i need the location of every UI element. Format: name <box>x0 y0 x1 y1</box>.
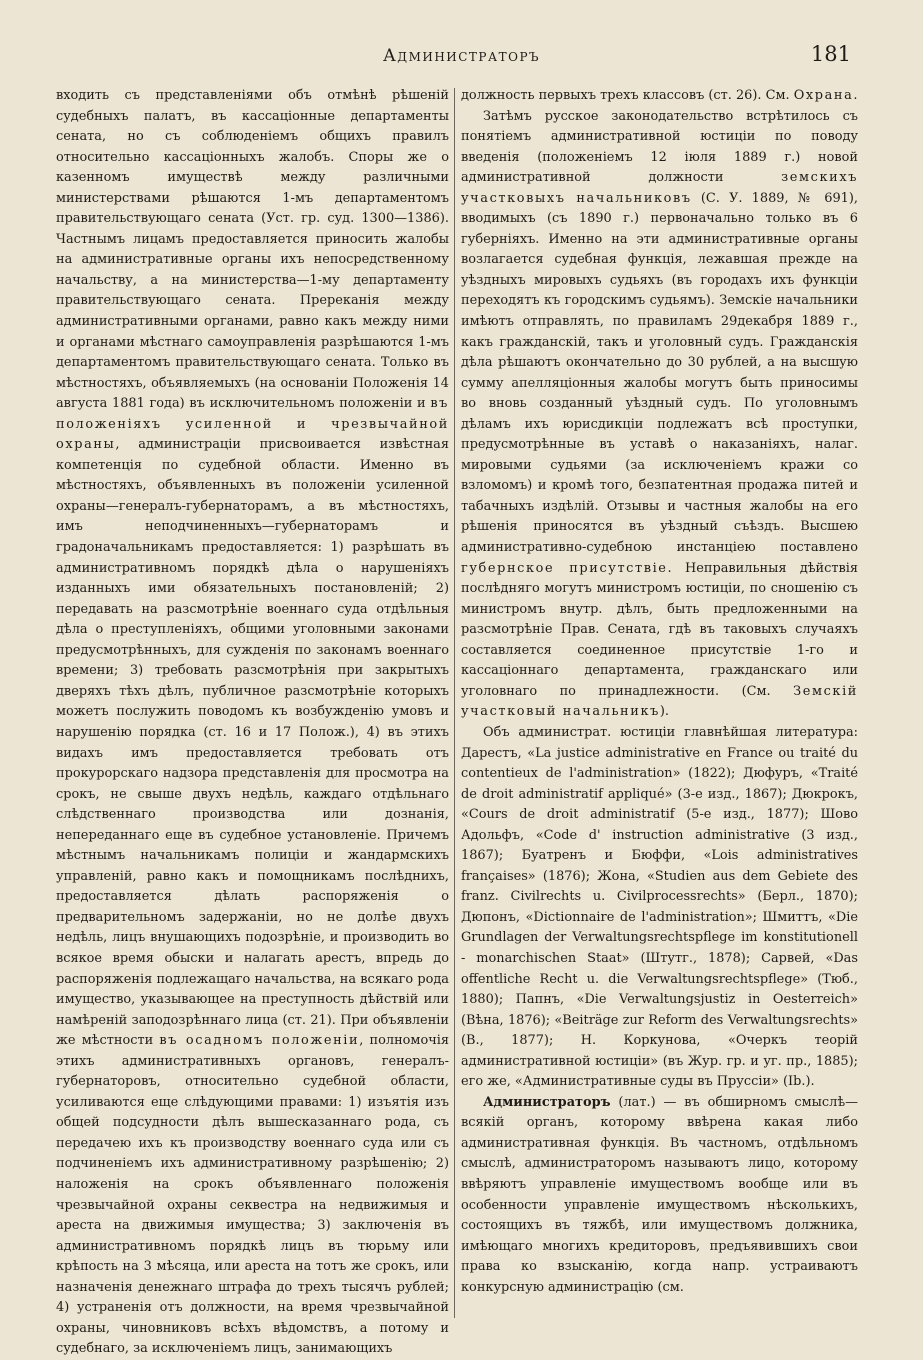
spaced-term: губернское присутствіе <box>461 560 668 576</box>
text-run: Затѣмъ русское законодательство встрѣтилось съ понятіемъ административной юстиціи по поводу введенія (положеніемъ 12 іюля 1889 г.) новой административной должности <box>461 108 858 186</box>
running-title: Администраторъ <box>382 46 541 66</box>
spaced-term: земскихъ участковыхъ начальниковъ <box>461 170 858 206</box>
cross-reference: Охрана <box>793 88 854 103</box>
spaced-term: въ положеніяхъ усиленной и чрезвычайной охраны <box>56 396 449 453</box>
text-run: . <box>853 88 858 103</box>
text-run: . Неправильныя дѣйствія послѣдняго могутъ министромъ юстиціи, по сношенію съ министромъ внутр. дѣлъ, быть предложенными на разсмотрѣніе Прав. Сената, гдѣ въ таковыхъ случаяхъ составляется соединенное присутствіе 1-го и кассаціоннаго департамента, гражданскаго или уголовнаго по принадлежности. (См. <box>461 560 858 699</box>
paragraph <box>461 86 858 107</box>
text-run: , полномочія этихъ административныхъ органовъ, генералъ-губернаторовъ, относительно судебной области, усиливаются еще слѣдующими правами: 1) изъятія изъ общей подсудности дѣлъ вышесказаннаго рода, съ передачею ихъ къ производству военнаго суда или съ подчиненіемъ ихъ административному разрѣшенію; 2) наложенія на срокъ объявленнаго положенія чрезвычайной охраны секвестра на недвижимыя и ареста на движимыя имущества; 3) заключенія въ административномъ порядкѣ лицъ въ тюрьму или крѣпость на 3 мѣсяца, или ареста на тотъ же срокъ, или назначенія денежнаго штрафа до трехъ тысячъ рублей; 4) устраненія отъ должности, на время чрезвычайной охраны, чиновниковъ всѣхъ вѣдомствъ, а потому и судебнаго, за исключеніемъ лицъ, занимающихъ <box>56 1033 449 1357</box>
text-run: (лат.) — въ обширномъ смыслѣ—всякій органъ, которому ввѣрена какая либо административная функція. Въ частномъ, отдѣльномъ смыслѣ, администраторомъ называютъ лицо, которому ввѣряютъ управленіе имуществомъ вообще или въ особенности управленіе имуществомъ нѣсколькихъ, состоящихъ въ тяжбѣ, или имуществомъ должника, имѣющаго многихъ кредиторовъ, предъявившихъ свои права ко взысканію, когда напр. устраиваютъ конкурсную администрацію (см. <box>461 1094 858 1295</box>
text-run: , администраціи присвоивается извѣстная компетенція по судебной области. Именно въ мѣстностяхъ, объявленныхъ въ положеніи усиленной охраны—генералъ-губернаторамъ, а въ мѣстностяхъ, имъ неподчиненныхъ—губернаторамъ и градоначальникамъ предоставляется: 1) разрѣшать въ административномъ порядкѣ дѣла о нарушеніяхъ изданныхъ ими обязательныхъ постановленій; 2) передавать на разсмотрѣніе военнаго суда отдѣльныя дѣла о преступленіяхъ, общими уголовными законами предусмотрѣнныхъ, для сужденія по законамъ военнаго времени; 3) требовать разсмотрѣнія при закрытыхъ дверяхъ тѣхъ дѣлъ, публичное разсмотрѣніе которыхъ можетъ послужить поводомъ къ возбужденію умовъ и нарушенію порядка (ст. 16 и 17 Полож.), 4) въ этихъ видахъ имъ предоставляется требовать отъ прокурорскаго надзора представленія для просмотра на срокъ, не свыше двухъ недѣль, каждаго отдѣльнаго слѣдственнаго производства или дознанія, непереданнаго еще въ судебное установленіе. Причемъ мѣстнымъ начальникамъ полиціи и жандармскихъ управленій, равно какъ и помощникамъ послѣднихъ, предоставляется дѣлать распоряженія о предварительномъ задержаніи, но не долѣе двухъ недѣль, лицъ внушающихъ подозрѣніе, и производить во всякое время обыски и налагать арестъ, впредь до распоряженія подлежащаго начальства, на всякаго рода имущество, указывающее на преступность дѣйствій или намѣреній заподозрѣннаго лица (ст. 21). При объявленіи же мѣстности <box>56 437 449 1049</box>
text-run: (С. У. 1889, № 691), вводимыхъ (съ 1890 г.) первоначально только въ 6 губерніяхъ. Именно на эти административные органы возлагается судебная функція, лежавшая прежде на уѣздныхъ мировыхъ судьяхъ (въ городахъ ихъ функціи переходятъ къ городскимъ судьямъ). Земскіе начальники имѣютъ отправлять, по правиламъ 29декабря 1889 г., какъ гражданскій, такъ и уголовный судъ. Гражданскія дѣла рѣшаютъ окончательно до 30 рублей, а на высшую сумму апелляціонныя жалобы могутъ быть приносимы во вновь созданный уѣздный судъ. По уголовнымъ дѣламъ ихъ юрисдикціи подлежатъ всѣ проступки, предусмотрѣнные въ уставѣ о наказаніяхъ, налаг. мировыми судьями (за исключеніемъ кражи со взломомъ) и кромѣ того, безпатентная продажа питей и табачныхъ издѣлій. Отзывы и частныя жалобы на его рѣшенія приносятся въ уѣздный съѣздъ. Высшею административно-судебною инстанціею поставлено <box>461 190 858 556</box>
paragraph <box>56 86 449 1360</box>
bibliography-paragraph: Объ администрат. юстиціи главнѣйшая литература: Дарестъ, «La justice administrative en France ou traité du contentieux de l'administration» (1822); Дюфуръ, «Traité de droit administratif appliqué» (3-е изд., 1867); Дюкрокъ, «Cours de droit administratif (5-е изд., 1877); Шово Адольфъ, «Code d' instruction administrative (3 изд., 1867); Буатренъ и Бюффи, «Lois administratives françaises» (1876); Жона, «Studien aus dem Gebiete des franz. Civilrechts u. Civilprocessrechts» (Берл., 1870); Дюпонъ, «Dictionnaire de l'administration»; Шмиттъ, «Die Grundlagen der Verwaltungsrechtspflege im konstitutionell - monarchischen Staat» (Штутг., 1878); Сарвей, «Das offentliche Recht u. die Verwaltungsrechtspflege» (Тюб., 1880); Папнъ, «Die Verwaltungsjustiz in Oesterreich» (Вѣна, 1876); «Beiträge zur Reform des Verwaltungsrechts» (В., 1877); Н. Коркунова, «Очеркъ теорій административной юстиціи» (въ Жур. гр. и уг. пр., 1885); его же, «Административные суды въ Пруссіи» (Ib.). <box>461 724 858 1090</box>
page-number: 181 <box>810 42 851 66</box>
right-column <box>461 86 858 1321</box>
text-run: должность первыхъ трехъ классовъ (ст. 26). См. <box>461 88 790 103</box>
paragraph <box>461 107 858 723</box>
entry-headword: Администраторъ <box>483 1094 611 1110</box>
text-run: входить съ представленіями объ отмѣнѣ рѣшеній судебныхъ палатъ, въ кассаціонные департаменты сената, но съ соблюденіемъ общихъ правилъ относительно кассаціонныхъ жалобъ. Споры же о казенномъ имуществѣ между различными министерствами рѣшаются 1-мъ департаментомъ правительствующаго сената (Уст. гр. суд. 1300—1386). Частнымъ лицамъ предоставляется приносить жалобы на административные органы ихъ непосредственному начальству, а на министерства—1-му департаменту правительствующаго сената. Пререканія между административными органами, равно какъ между ними и органами мѣстнаго самоуправленія разрѣшаются 1-мъ департаментомъ правительствующаго сената. Только въ мѣстностяхъ, объявляемыхъ (на основаніи Положенія 14 августа 1881 года) въ исключительномъ положеніи и <box>56 88 449 412</box>
page-header <box>0 40 923 72</box>
column-divider <box>454 88 455 1318</box>
spaced-term: въ осадномъ положеніи <box>159 1033 360 1049</box>
cross-reference: Земскій участковый начальникъ <box>461 683 858 720</box>
text-run: ). <box>659 704 670 720</box>
entry-paragraph <box>461 1093 858 1298</box>
left-column <box>56 86 449 1357</box>
